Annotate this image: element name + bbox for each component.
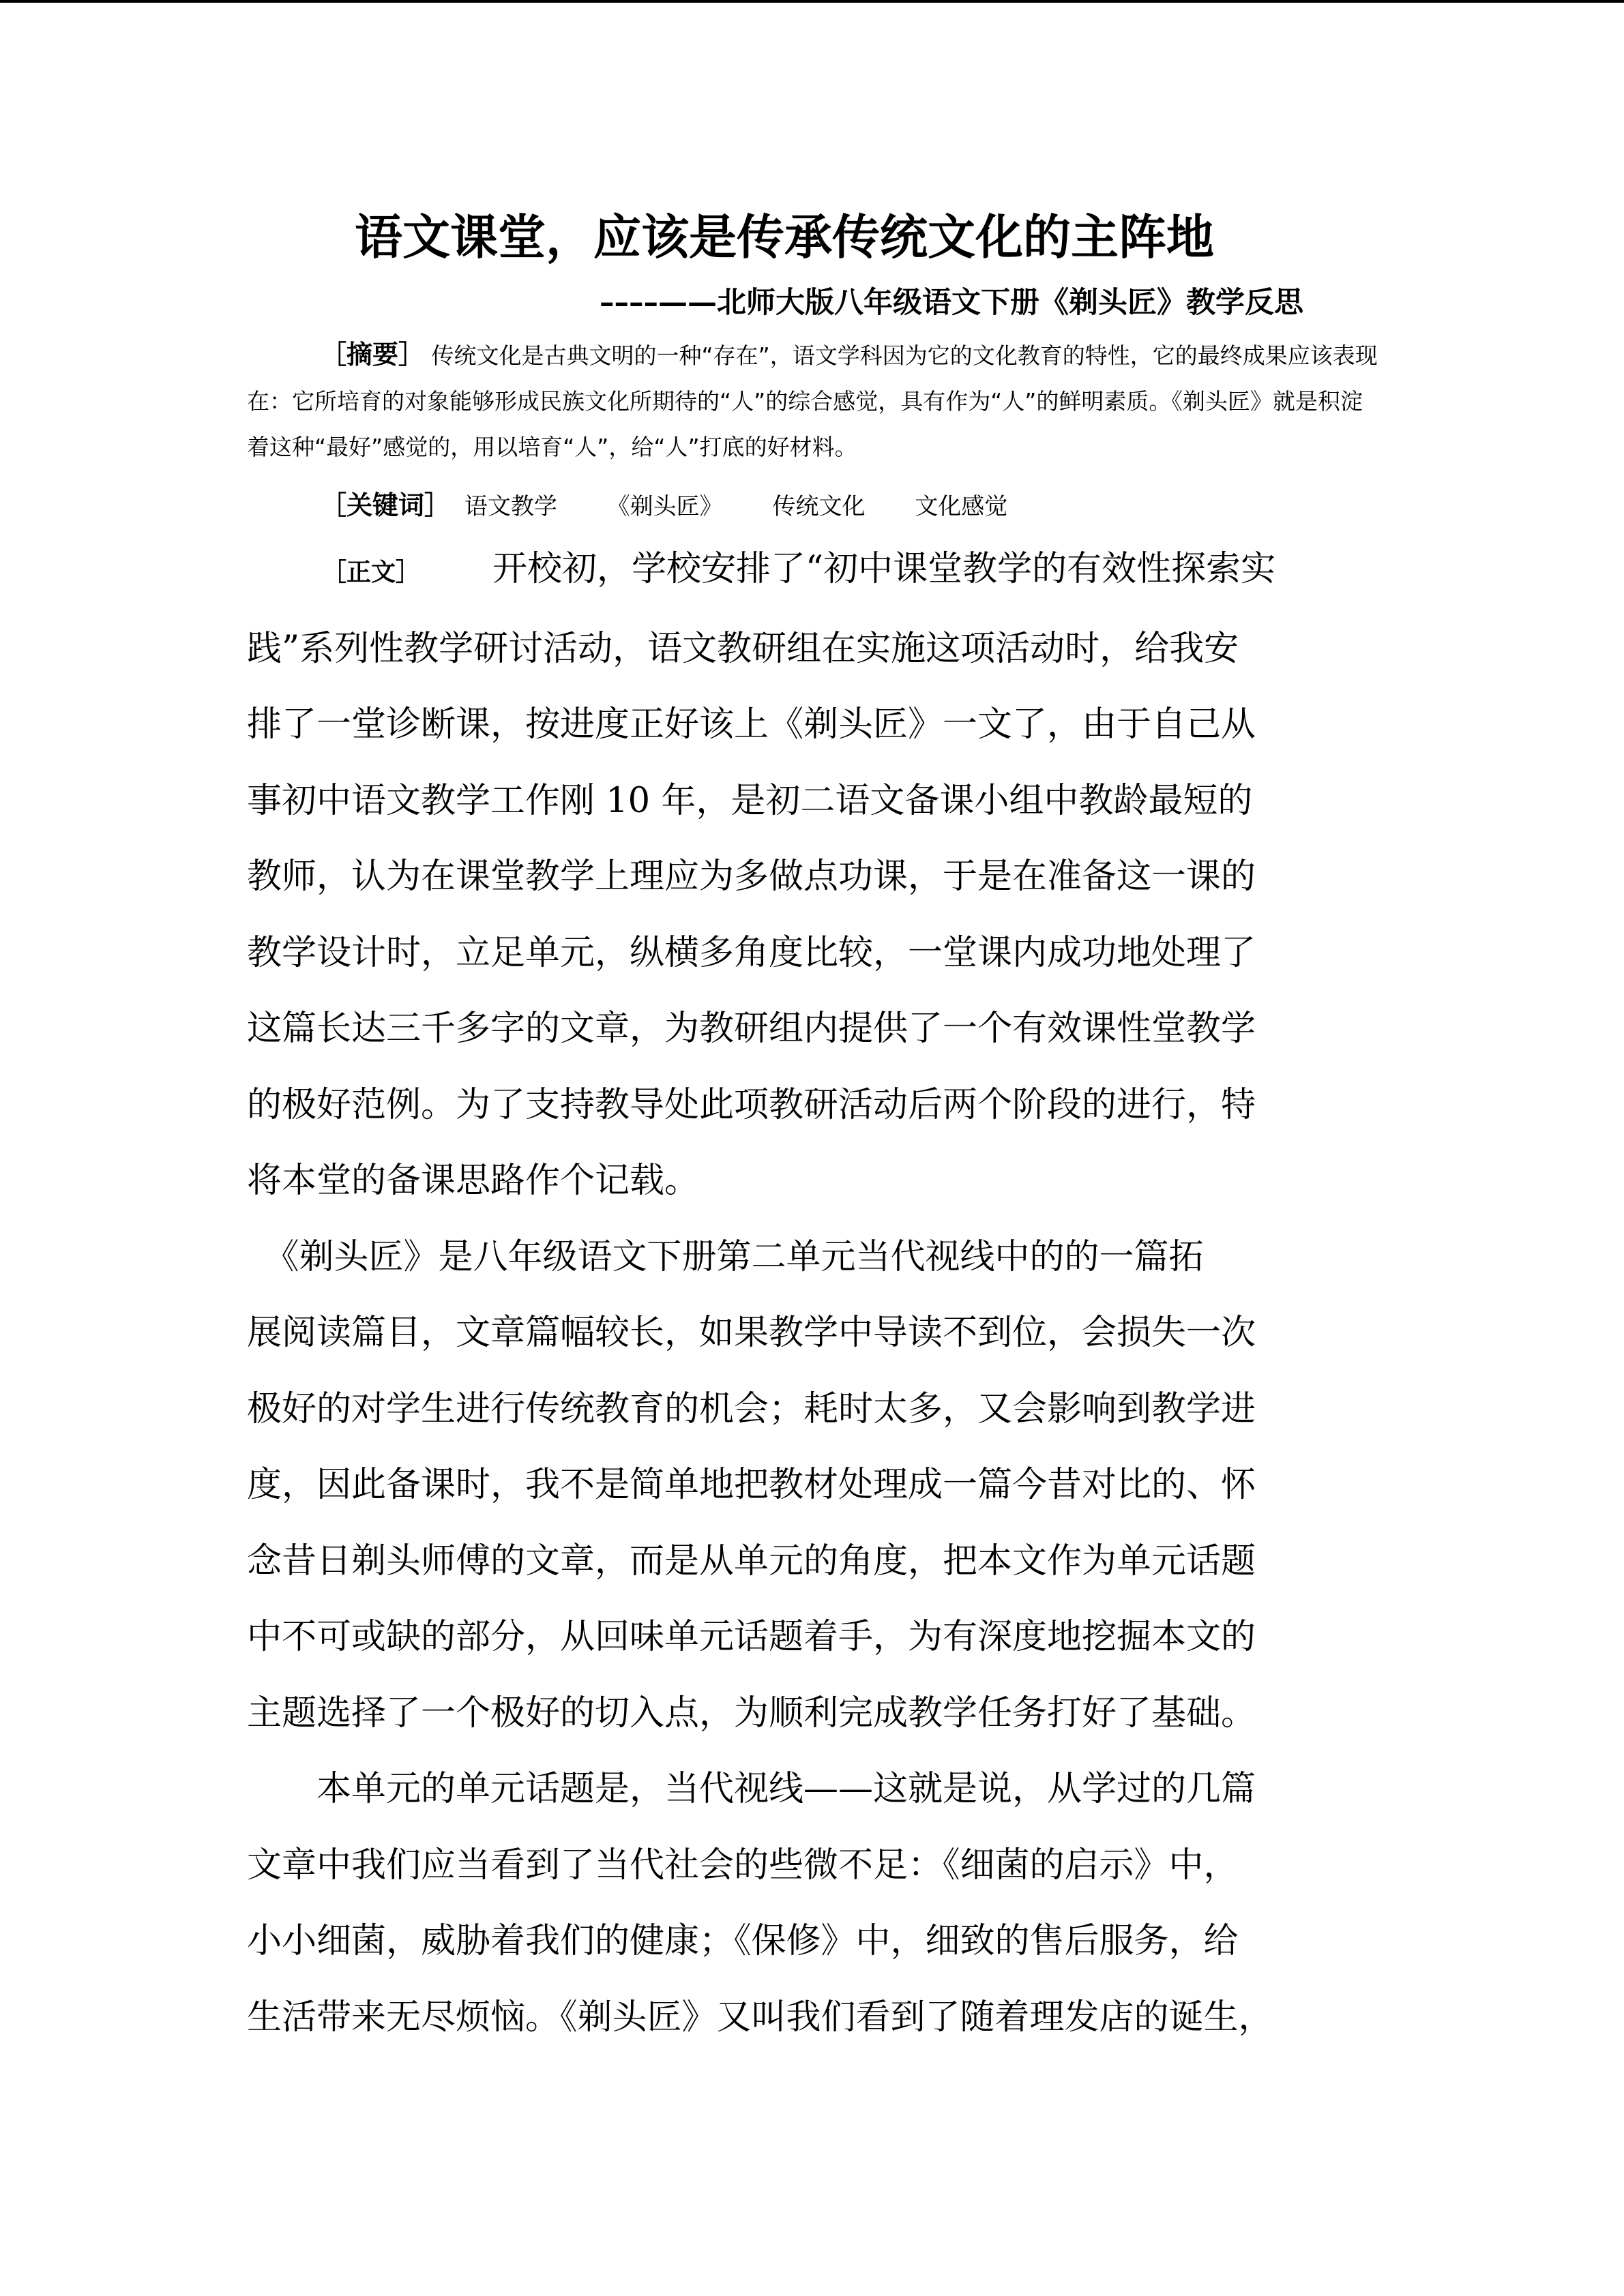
abstract-label: ［摘要］ [321,340,425,370]
body-line: 的极好范例。为了支持教导处此项教研活动后两个阶段的进行，特 [247,1084,1256,1125]
keyword-item: 语文教学 [464,493,557,520]
body-line: 中不可或缺的部分，从回味单元话题着手，为有深度地挖掘本文的 [247,1617,1256,1657]
body-line: 念昔日剃头师傅的文章，而是从单元的角度，把本文作为单元话题 [247,1540,1256,1581]
document-subtitle: ––––——北师大版八年级语文下册《剃头匠》教学反思 [600,286,1303,320]
body-line: 本单元的单元话题是，当代视线——这就是说，从学过的几篇 [247,1769,1256,1809]
body-line: 展阅读篇目，文章篇幅较长，如果教学中导读不到位，会损失一次 [247,1313,1256,1353]
body-line: 文章中我们应当看到了当代社会的些微不足：《细菌的启示》中， [247,1845,1239,1885]
abstract-text: 传统文化是古典文明的一种“存在”，语文学科因为它的文化教育的特性，它的最终成果应该表现在：它所培育的对象能够形成民族文化所期待的“人”的综合感觉，具有作为“人”的鲜明素质。《剃头匠》就是积淀着这种“最好”感觉的，用以培育“人”，给“人”打底的好材料。 [247,342,1378,460]
abstract-paragraph [247,332,1379,470]
keywords-line [321,481,1050,531]
keyword-item: 《剃头匠》 [606,493,723,520]
body-line: 极好的对学生进行传统教育的机会；耗时太多，又会影响到教学进 [247,1388,1256,1429]
keywords-label: ［关键词］ [321,490,451,520]
body-line: 度，因此备课时，我不是简单地把教材处理成一篇今昔对比的、怀 [247,1465,1256,1505]
body-line: 教师，认为在课堂教学上理应为多做点功课，于是在准备这一课的 [247,856,1256,897]
body-line: 排了一堂诊断课，按进度正好该上《剃头匠》一文了，由于自己从 [247,704,1256,745]
body-line: 教学设计时，立足单元，纵横多角度比较，一堂课内成功地处理了 [247,932,1256,973]
body-line: 这篇长达三千多字的文章，为教研组内提供了一个有效课性堂教学 [247,1009,1256,1049]
document-title: 语文课堂，应该是传承传统文化的主阵地 [355,209,1214,265]
body-line: 《剃头匠》是八年级语文下册第二单元当代视线中的的一篇拓 [247,1236,1204,1277]
body-line: 主题选择了一个极好的切入点，为顺利完成教学任务打好了基础。 [247,1693,1256,1733]
keyword-item: 传统文化 [772,493,866,520]
body-text [247,531,1379,2055]
body-label: ［正文］ [322,558,421,586]
body-line: 小小细菌，威胁着我们的健康；《保修》中，细致的售后服务，给 [247,1921,1239,1961]
body-line: 践”系列性教学研讨活动，语文教研组在实施这项活动时，给我安 [247,628,1239,669]
body-line: ［正文］ 开校初，学校安排了“初中课堂教学的有效性探索实 [247,531,1379,611]
body-line: 生活带来无尽烦恼。《剃头匠》又叫我们看到了随着理发店的诞生， [247,1997,1273,2038]
top-border-line [0,0,1624,3]
keyword-item: 文化感觉 [915,493,1008,520]
body-line: 事初中语文教学工作刚 10 年，是初二语文备课小组中教龄最短的 [247,780,1253,821]
body-line: 将本堂的备课思路作个记载。 [247,1161,700,1201]
